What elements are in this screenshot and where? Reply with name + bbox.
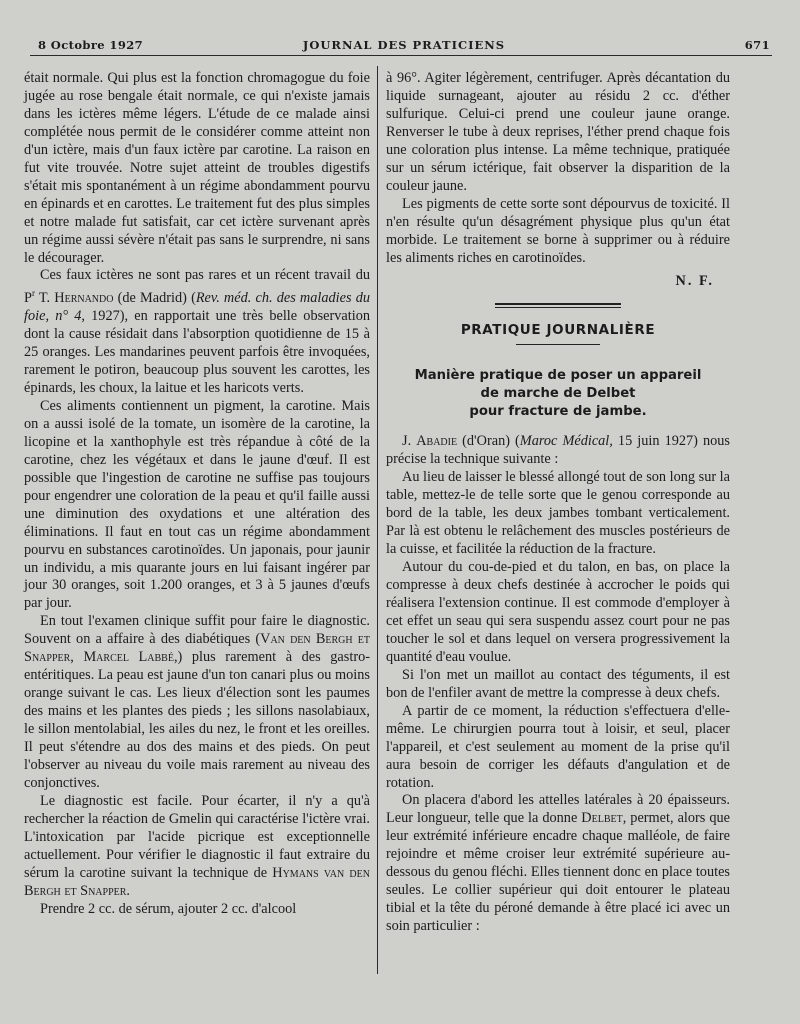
article-title <box>386 367 730 421</box>
paragraph <box>386 559 730 667</box>
text-run: Prendre 2 cc. de sérum, ajouter 2 cc. d'alcool <box>40 900 297 917</box>
running-header <box>38 36 770 52</box>
author-signature: N. F. <box>675 273 714 290</box>
author-name: Abadie <box>416 433 458 450</box>
text-run: En tout l'examen clinique suffit pour faire le diagnostic. Souvent on a affaire à des diabétiques ( <box>24 613 370 648</box>
paragraph <box>24 793 370 901</box>
section-heading: PRATIQUE JOURNALIÈRE <box>460 322 656 339</box>
paragraph <box>24 70 370 267</box>
text-run: J. <box>402 433 417 450</box>
paragraph <box>24 901 370 919</box>
text-run: On placera d'abord les attelles latérales à 20 épaisseurs. Leur longueur, telle que la donne <box>386 792 730 827</box>
paragraph <box>386 703 730 793</box>
paragraph <box>24 267 370 397</box>
text-run: ) plus rarement à des gastro-entéritiques. La peau est jaune d'un ton canari plus ou moins orange suivant le cas. Les lieux d'élection sont les paumes des mains et les plantes des pieds ; les sillons nasolabiaux, le sillon mentolabial, les ailes du nez, le front et les oreilles. Il peut s'étendre au dos des mains et des pieds. On peut l'observer au niveau du voile mais rarement au niveau des conjonctives. <box>24 649 370 791</box>
paragraph <box>386 196 730 268</box>
author-names: Hymans van den Bergh et Snapper. <box>24 864 370 899</box>
paragraph <box>24 613 370 793</box>
text-run: Ces faux ictères ne sont pas rares et un récent travail du P <box>24 267 370 307</box>
superscript: r <box>31 288 35 299</box>
paragraph <box>24 398 370 613</box>
reference-title: Rev. méd. ch. des maladies du foie, n° 4, <box>24 290 370 325</box>
text-run: à 96°. Agiter légèrement, centrifuger. Après décantation du liquide surnageant, ajouter au résidu 2 cc. d'éther sulfurique. Celui-ci prend une couleur jaune orange. Renverser le tube à deux reprises, l'éther prend chaque fois une coloration plus intense. La même technique, pratiquée sur un sérum ictérique, fait observer la disparition de la couleur jaune. <box>386 70 730 194</box>
text-run: Autour du cou-de-pied et du talon, en bas, on place la compresse à deux chefs destinée à accrocher le poids qui réalisera l'extension continue. Il est commode d'employer à cet effet un seau qui sera suspendu assez court pour ne pas toucher le sol et dans lequel on versera progressivement la quantité d'eau voulue. <box>386 559 730 665</box>
author-name: Delbet, <box>581 810 627 827</box>
right-column <box>386 70 730 936</box>
article-title-line: de marche de Delbet <box>480 386 636 402</box>
text-run: Ces aliments contiennent un pigment, la carotine. Mais on a aussi isolé de la tomate, un isomère de la carotine, la licopine et la xanthophyle est très répandue à côté de la carotine, chez les végétaux et dans le jaune d'œuf. Il est possible que l'ingestion de carotine ne suffise pas toujours pour engendrer une coloration de la peau et qu'il faille aussi une diminution des oxydations et une altération des éliminations. Il faut en tout cas un régime abondamment pourvu en substances carotinoïdes. Un japonais, pour jaunir un individu, a mis quarante jours en lui faisant ingérer par jour 30 oranges, soit 1.200 oranges, et 3 à 5 jaunes d'œufs par jour. <box>24 397 370 612</box>
text-run: Si l'on met un maillot au contact des téguments, il est bon de l'enfiler avant de mettre la compresse à deux chefs. <box>386 666 730 701</box>
text-run: A partir de ce moment, la réduction s'effectuera d'elle-même. Le chirurgien pourra tout à loisir, et seul, placer l'appareil, et c'est seulement au moment de la prise qu'il aura besoin de corriger les défauts d'angulation et de rotation. <box>386 702 730 791</box>
article-title-line: pour fracture de jambe. <box>469 404 647 420</box>
author-name: Hernando <box>54 290 114 307</box>
text-run: Le diagnostic est facile. Pour écarter, il n'y a qu'à rechercher la réaction de Gmelin qui caractérise l'ictère vrai. L'intoxication par l'acide picrique est exceptionnelle actuellement. Pour vérifier le diagnostic il faut extraire du sérum la carotine suivant la technique de <box>24 792 370 881</box>
paragraph <box>386 469 730 559</box>
text-run: permet, alors que leur extrémité inférieure encadre chaque malléole, de faire rejoindre et même croiser leur extrémité supérieure au-dessous du genou fléchi. Elles tiennent donc en place toutes seules. Le collier supérieur qui doit entourer le plateau tibial et la tête du péroné demande à être placé ici avec un soin particulier : <box>386 810 730 935</box>
section-rule-top-2 <box>495 307 621 308</box>
text-run: 1927), en rapportait une très belle observation dont la cause résidait dans l'absorption quotidienne de 15 à 25 oranges. Les mandarines peuvent parfois être invoquées, rarement le potiron, beaucoup plus souvent les carottes, les épinards, les choux, la laitue et les haricots verts. <box>24 308 370 396</box>
article-title-line: Manière pratique de poser un appareil <box>414 368 702 384</box>
header-rule <box>30 55 772 56</box>
left-column <box>24 70 370 919</box>
issue-date: 8 Octobre 1927 <box>38 38 144 52</box>
reference-title: Maroc Médical, <box>519 433 613 450</box>
paragraph <box>386 433 730 469</box>
column-divider <box>377 66 378 974</box>
paragraph <box>386 792 730 936</box>
text-run: T. <box>34 290 55 307</box>
section-rule-top <box>495 303 621 305</box>
text-run: Les pigments de cette sorte sont dépourvus de toxicité. Il n'en résulte qu'un désagrément physique plus qu'un état morbide. Le traitement se borne à supprimer ou à réduire les aliments riches en carotinoïdes. <box>386 195 730 266</box>
author-names: Van den Bergh et Snapper, Marcel Labbé, <box>24 631 370 666</box>
paragraph <box>386 70 730 196</box>
text-run: (d'Oran) ( <box>457 433 520 450</box>
paragraph <box>386 667 730 703</box>
text-run: 15 juin 1927) nous précise la technique suivante : <box>386 433 730 468</box>
text-run: (de Madrid) ( <box>113 290 196 307</box>
page-number: 671 <box>744 38 770 52</box>
text-run: Au lieu de laisser le blessé allongé tout de son long sur la table, mettez-le de telle sorte que le genou corresponde au bord de la table, les deux jambes tombant verticalement. Par là est obtenu le relâchement des muscles postérieurs de la cuisse, et facilitée la réduction de la fracture. <box>386 469 730 558</box>
section-rule-bottom <box>516 344 600 345</box>
journal-title: JOURNAL DES PRATICIENS <box>302 38 506 52</box>
text-run: était normale. Qui plus est la fonction chromagogue du foie jugée au rose bengale était normale, ce qui n'existe jamais dans les ictères même légers. L'étude de ce malade ainsi complétée nous permit de le considérer comme atteint non d'un ictère, mais d'un faux ictère par carotine. La raison en fut vite trouvée. Notre sujet atteint de troubles digestifs s'était mis spontanément à un régime abondamment pourvu en épinards et en carottes. Le traitement fut des plus simples et notre malade fut satisfait, car cet ictère survenant après un régime aussi sévère n'était pas sans le surprendre, ni sans le décourager. <box>24 70 370 266</box>
